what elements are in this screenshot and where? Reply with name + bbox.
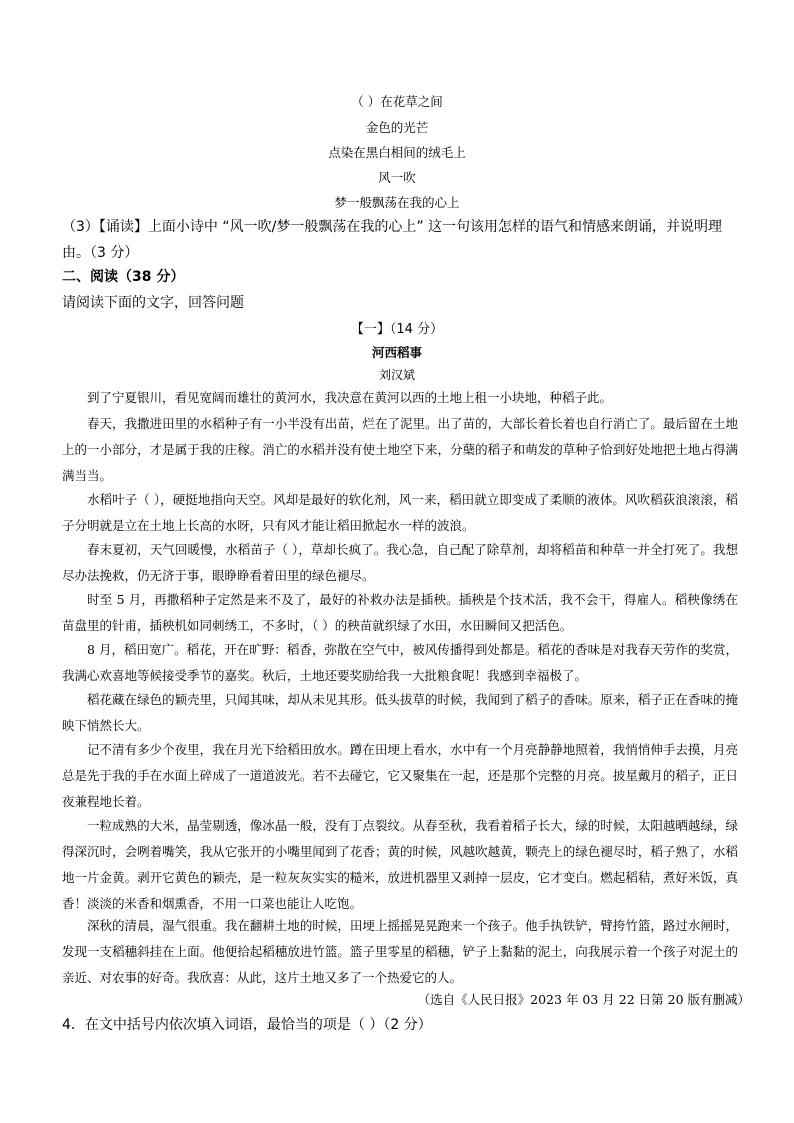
article-paragraph-2: 春天，我撒进田里的水稻种子有一小半没有出苗，烂在了泥里。出了苗的，大部长着长着也自行消亡了。最后留在土地上的一小部分，才是属于我的庄稼。消亡的水稻并没有使土地空下来，分蘖的稻子和萌发的草种子恰到好处地把土地占得满满当当。 [62,416,738,483]
question-4: 4．在文中括号内依次填入词语，最恰当的项是（ ）（2 分） [62,1017,432,1033]
article-paragraph-1: 到了宁夏银川，看见宽阔而雄壮的黄河水，我决意在黄河以西的土地上租一小块地，种稻子此。 [87,390,613,405]
poem-line-4: 风一吹 [378,170,416,185]
question-3-line-2: 由。（3 分） [62,245,139,261]
poem-line-2: 金色的光芒 [365,120,429,135]
question-3-line-1: （3）【诵读】上面小诗中 “风一吹/梦一般飘荡在我的心上” 这一句该用怎样的语气和情感来朗诵，并说明理 [62,219,723,235]
article-author: 刘汉斌 [378,368,415,382]
section-instruction: 请阅读下面的文字，回答问题 [62,295,244,311]
article-source: （选自《人民日报》2023 年 03 月 22 日第 20 版有删减） [417,992,750,1007]
section-title: 二、阅读（38 分） [62,269,185,285]
poem-line-3: 点染在黑白相间的绒毛上 [328,145,466,160]
article-paragraph-5: 时至 5 月，再撒稻种子定然是来不及了，最好的补救办法是插秧。插秧是个技术活，我不会干，得雇人。稻秧像绣在苗盘里的针甫，插秧机如同刺绣工，不多时，（ ）的秧苗就织绿了水田，水田瞬间又把活色。 [62,592,738,633]
article-paragraph-10: 深秋的清晨，湿气很重。我在翻耕土地的时候，田埂上摇摇晃晃跑来一个孩子。他手执铁铲，臂挎竹篮，路过水闸时，发现一支稻穗斜挂在上面。他便拾起稻穗放进竹篮。篮子里零星的稻穗，铲子上黏黏的泥土，向我展示着一个孩子对泥土的亲近、对农事的好奇。我欣喜：从此，这片土地又多了一个热爱它的人。 [62,918,738,985]
article-paragraph-8: 记不清有多少个夜里，我在月光下给稻田放水。蹲在田埂上看水，水中有一个月亮静静地照着，我悄悄伸手去摸，月亮总是先于我的手在水面上碎成了一道道波光。若不去碰它，它又聚集在一起，还是那个完整的月亮。披星戴月的稻子，正日夜兼程地长着。 [62,742,738,809]
article-paragraph-7: 稻花藏在绿色的颖壳里，只闻其味，却从未见其形。低头拔草的时候，我闻到了稻子的香味。原来，稻子正在香味的掩映下悄然长大。 [62,692,738,733]
article-paragraph-9: 一粒成熟的大米，晶莹剔透，像冰晶一般，没有丁点裂纹。从春至秋，我看着稻子长大，绿的时候，太阳越晒越绿，绿得深沉时，会咧着嘴笑，我从它张开的小嘴里闻到了花香；黄的时候，风越吹越黄，颗壳上的绿色褪尽时，稻子熟了，水稻地一片金黄。剥开它黄色的颖壳，是一粒灰灰实实的糙米，放进机器里又剥掉一层皮，它才变白。燃起稻秸，煮好米饭，真香！淡淡的米香和烟熏香，不用一口菜也能让人吃饱。 [62,818,738,911]
article-paragraph-6: 8 月，稻田宽广。稻花，开在旷野：稻香，弥散在空气中，被风传播得到处都是。稻花的香味是对我春天劳作的奖赏，我满心欢喜地等候接受季节的嘉奖。秋后，土地还要奖励给我一大批粮食呢！我感到幸福极了。 [62,642,738,683]
article-title: 河西稻事 [371,345,422,360]
poem-line-5: 梦一般飘荡在我的心上 [334,195,460,210]
article-paragraph-3: 水稻叶子（ ），硬挺地指向天空。风却是最好的软化剂，风一来，稻田就立即变成了柔顺的液体。风吹稻荻浪滚滚，稻子分明就是立在土地上长高的水呀，只有风才能让稻田掀起水一样的波浪。 [62,492,738,533]
article-paragraph-4: 春末夏初，天气回暖慢，水稻苗子（ ），草却长疯了。我心急，自己配了除草剂，却将稻苗和种草一并全打死了。我想尽办法挽救，仍无济于事，眼睁睁看着田里的绿色褪尽。 [62,542,738,583]
article-part: 【一】（14 分） [350,322,444,337]
poem-line-1: （ ）在花草之间 [351,94,443,109]
